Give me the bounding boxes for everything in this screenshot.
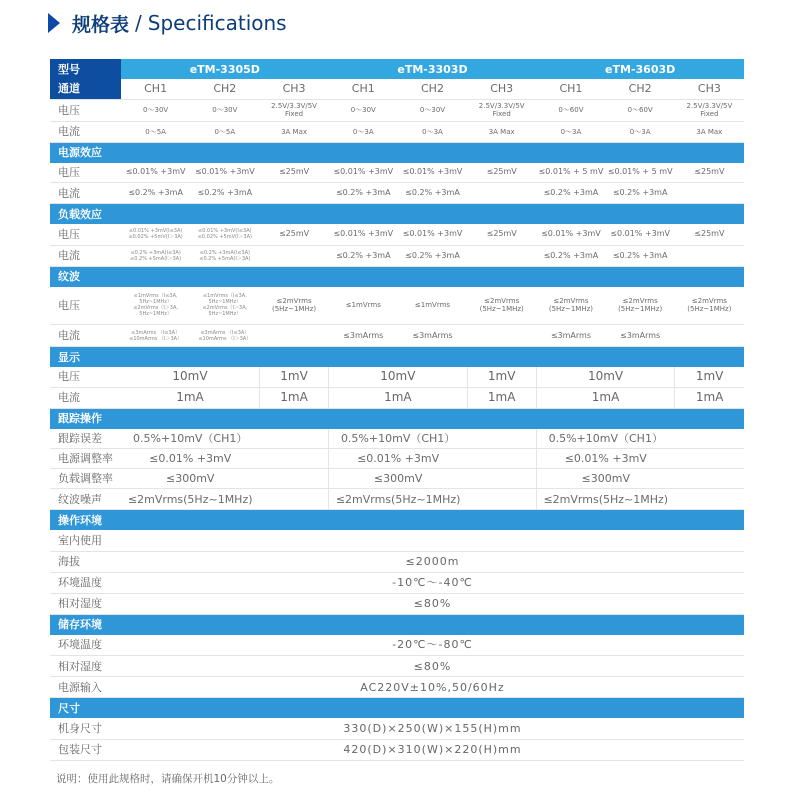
cell-empty xyxy=(259,245,328,266)
cell-value: ≤25mV xyxy=(467,224,536,245)
cell-value: ≤0.01% +3mV xyxy=(536,224,605,245)
page-title xyxy=(48,6,287,40)
title-english: Specifications xyxy=(147,11,287,35)
row-label: 电源调整率 xyxy=(50,449,121,469)
cell-empty xyxy=(259,469,328,489)
cell-empty xyxy=(467,245,536,266)
cell-value: ≤0.01% +3mV xyxy=(398,163,467,183)
storage-row xyxy=(50,656,744,677)
cell-value: ≤25mV xyxy=(467,163,536,183)
size-row xyxy=(50,718,744,739)
cell-value xyxy=(121,224,190,245)
cell-value: ≤2mVrms(5Hz~1MHz) xyxy=(329,489,467,510)
cell-line: ≤0.2% +5mA(I＞3A) xyxy=(130,255,182,262)
cell-value: 10mV xyxy=(329,367,467,387)
cell-line: Fixed xyxy=(284,110,304,118)
cell-value: 1mV xyxy=(467,367,536,387)
cell-value: 10mV xyxy=(536,367,674,387)
row-label: 室内使用 xyxy=(50,530,121,551)
title-separator: / xyxy=(135,11,142,35)
row-label: 电源输入 xyxy=(50,677,121,698)
row-label: 电压 xyxy=(50,99,121,121)
cell-line: 5Hz~1MHz） xyxy=(208,311,242,318)
channel-name: CH3 xyxy=(259,79,328,99)
cell-value: ≤80% xyxy=(121,656,744,677)
cell-value xyxy=(121,245,190,266)
cell-value: 0～30V xyxy=(329,99,398,121)
channel-name: CH2 xyxy=(398,79,467,99)
cell-value: ≤25mV xyxy=(259,224,328,245)
cell-value xyxy=(536,287,605,325)
section-title: 尺寸 xyxy=(50,698,744,719)
cell-line: ≤1mVrms（I≤3A, xyxy=(202,293,247,300)
cell-value: ≤0.01% +3mV xyxy=(329,449,467,469)
cell-empty xyxy=(467,469,536,489)
storage-row xyxy=(50,677,744,698)
cell-value: 0～5A xyxy=(190,121,259,142)
ripple-current-row xyxy=(50,325,744,347)
cell-line: ≤2mVrms（I＞3A, xyxy=(202,305,248,312)
cell-value: ≤1mVrms xyxy=(398,287,467,325)
row-label: 电流 xyxy=(50,183,121,204)
row-label: 电压 xyxy=(50,163,121,183)
cell-value xyxy=(259,287,328,325)
cell-empty xyxy=(675,429,744,449)
cell-value: ≤0.2% +3mA xyxy=(190,183,259,204)
cell-line: ≤2mVrms xyxy=(276,297,312,306)
channel-name: CH2 xyxy=(606,79,675,99)
cell-value: ≤0.01% +3mV xyxy=(329,224,398,245)
section-header xyxy=(50,347,744,368)
cell-value: ≤0.01% +3mV xyxy=(536,449,674,469)
cell-line: ≤2mVrms xyxy=(691,297,727,306)
channel-name: CH3 xyxy=(675,79,744,99)
row-label: 电流 xyxy=(50,121,121,142)
cell-line: ≤3mArms （I≤3A） xyxy=(131,329,181,336)
cell-value: 3A Max xyxy=(259,121,328,142)
cell-line: ≤2mVrms xyxy=(484,297,520,306)
row-label: 电压 xyxy=(50,367,121,387)
row-label: 电流 xyxy=(50,245,121,266)
cell-line: (5Hz~1MHz) xyxy=(618,305,663,314)
ripple-voltage-row xyxy=(50,287,744,325)
cell-line: ≤10mArms （I＞3A） xyxy=(198,335,252,342)
footnote: 说明：使用此规格时，请确保开机10分钟以上。 xyxy=(56,773,280,785)
section-header xyxy=(50,142,744,163)
cell-empty xyxy=(675,489,744,510)
cell-value: 1mA xyxy=(536,387,674,408)
tracking-row xyxy=(50,469,744,489)
model-row xyxy=(50,59,744,79)
cell-value: ≤2mVrms(5Hz~1MHz) xyxy=(536,489,674,510)
channel-label: 通道 xyxy=(50,79,121,99)
cell-line: ≤2mVrms xyxy=(622,297,658,306)
cell-line: ≤3mArms （I≤3A） xyxy=(200,329,250,336)
cell-value xyxy=(606,287,675,325)
cell-line: (5Hz~1MHz) xyxy=(479,305,524,314)
title-chinese: 规格表 xyxy=(72,13,130,36)
cell-value xyxy=(467,99,536,121)
cell-line: (5Hz~1MHz) xyxy=(548,305,593,314)
cell-value: ≤3mArms xyxy=(536,325,605,347)
section-title: 纹波 xyxy=(50,266,744,287)
row-label: 纹波噪声 xyxy=(50,489,121,510)
cell-value: ≤3mArms xyxy=(398,325,467,347)
row-label: 相对湿度 xyxy=(50,656,121,677)
cell-value: ≤300mV xyxy=(121,469,259,489)
cell-value: 0.5%+10mV（CH1） xyxy=(329,429,467,449)
section-header xyxy=(50,614,744,635)
cell-value: ≤25mV xyxy=(675,163,744,183)
section-title: 显示 xyxy=(50,347,744,368)
cell-value: AC220V±10%,50/60Hz xyxy=(121,677,744,698)
cell-line: ≤0.2% +5mA(I＞3A) xyxy=(199,255,251,262)
section-title: 负载效应 xyxy=(50,204,744,225)
cell-value: ≤0.01% +3mV xyxy=(121,163,190,183)
row-label: 电压 xyxy=(50,287,121,325)
row-label: 海拔 xyxy=(50,551,121,572)
cell-value xyxy=(675,287,744,325)
cell-value xyxy=(467,287,536,325)
cell-value xyxy=(675,99,744,121)
cell-value: ≤2mVrms(5Hz~1MHz) xyxy=(121,489,259,510)
load-reg-current-row xyxy=(50,245,744,266)
cell-value xyxy=(190,245,259,266)
section-header xyxy=(50,698,744,719)
cell-empty xyxy=(259,449,328,469)
cell-empty xyxy=(259,183,328,204)
channel-name: CH2 xyxy=(190,79,259,99)
cell-value: ≤0.2% +3mA xyxy=(536,183,605,204)
cell-value: 1mA xyxy=(467,387,536,408)
cell-value xyxy=(190,287,259,325)
cell-value xyxy=(121,287,190,325)
cell-empty xyxy=(467,489,536,510)
cell-empty xyxy=(467,325,536,347)
cell-empty xyxy=(675,245,744,266)
section-header xyxy=(50,204,744,225)
section-header xyxy=(50,510,744,531)
tracking-row xyxy=(50,429,744,449)
cell-empty xyxy=(467,183,536,204)
cell-line: 2.5V/3.3V/5V xyxy=(271,102,317,110)
cell-value: 1mV xyxy=(259,367,328,387)
cell-value: ≤1mVrms xyxy=(329,287,398,325)
cell-line: Fixed xyxy=(492,110,511,118)
cell-value: 330(D)×250(W)×155(H)mm xyxy=(121,718,744,739)
cell-value xyxy=(121,530,744,551)
cell-value: 0～5A xyxy=(121,121,190,142)
cell-value: ≤0.2% +3mA xyxy=(398,183,467,204)
cell-value: 0～60V xyxy=(536,99,605,121)
cell-value: ≤80% xyxy=(121,593,744,614)
cell-empty xyxy=(675,183,744,204)
cell-value: ≤0.01% +3mV xyxy=(121,449,259,469)
cell-value: ≤25mV xyxy=(675,224,744,245)
cell-line: ≤0.01% +3mV(I≤3A) xyxy=(198,228,252,235)
tracking-row xyxy=(50,449,744,469)
cell-line: ≤2mVrms xyxy=(553,297,589,306)
tracking-row xyxy=(50,489,744,510)
display-voltage-row xyxy=(50,367,744,387)
cell-value: ≤0.01% +3mV xyxy=(190,163,259,183)
cell-value: 0～30V xyxy=(121,99,190,121)
cell-value: 0～3A xyxy=(606,121,675,142)
row-label: 机身尺寸 xyxy=(50,718,121,739)
channel-row xyxy=(50,79,744,99)
section-header xyxy=(50,266,744,287)
cell-value: -10℃～-40℃ xyxy=(121,572,744,593)
cell-value: 1mV xyxy=(675,367,744,387)
row-label: 电流 xyxy=(50,387,121,408)
cell-value: 10mV xyxy=(121,367,259,387)
cell-value: ≤0.01% + 5 mV xyxy=(606,163,675,183)
cell-line: 2.5V/3.3V/5V xyxy=(686,102,733,110)
cell-value: 0～30V xyxy=(190,99,259,121)
channel-name: CH3 xyxy=(467,79,536,99)
cell-value: ≤3mArms xyxy=(606,325,675,347)
cell-line: ≤10mArms （I＞3A） xyxy=(129,335,183,342)
section-title: 储存环境 xyxy=(50,614,744,635)
cell-empty xyxy=(467,429,536,449)
cell-line: Fixed xyxy=(700,110,719,118)
cell-value: 0.5%+10mV（CH1） xyxy=(121,429,259,449)
cell-empty xyxy=(675,469,744,489)
cell-value: 0～60V xyxy=(606,99,675,121)
cell-value: ≤0.2% +3mA xyxy=(606,183,675,204)
cell-empty xyxy=(675,325,744,347)
model-label: 型号 xyxy=(50,59,121,79)
cell-value: 420(D)×310(W)×220(H)mm xyxy=(121,739,744,760)
cell-value: -20℃～-80℃ xyxy=(121,635,744,656)
cell-value: ≤3mArms xyxy=(329,325,398,347)
cell-value: 1mA xyxy=(121,387,259,408)
section-title: 操作环境 xyxy=(50,510,744,531)
cell-empty xyxy=(467,449,536,469)
cell-line: (5Hz~1MHz) xyxy=(271,305,317,314)
cell-value: ≤0.2% +3mA xyxy=(329,183,398,204)
model-name: eTM-3303D xyxy=(329,59,537,79)
section-title: 电源效应 xyxy=(50,142,744,163)
cell-value: ≤0.01% +3mV xyxy=(329,163,398,183)
row-label: 负载调整率 xyxy=(50,469,121,489)
cell-value: ≤0.2% +3mA xyxy=(606,245,675,266)
channel-name: CH1 xyxy=(329,79,398,99)
storage-row xyxy=(50,635,744,656)
cell-empty xyxy=(259,489,328,510)
cell-value: 0～30V xyxy=(398,99,467,121)
cell-value: ≤0.2% +3mA xyxy=(398,245,467,266)
cell-line: 2.5V/3.3V/5V xyxy=(478,102,525,110)
channel-name: CH1 xyxy=(536,79,605,99)
row-label: 相对湿度 xyxy=(50,593,121,614)
cell-line: ≤0.2% +3mA(I≤3A) xyxy=(130,249,181,256)
cell-value: 0～3A xyxy=(398,121,467,142)
cell-value: ≤300mV xyxy=(536,469,674,489)
cell-value xyxy=(190,325,259,347)
cell-empty xyxy=(675,449,744,469)
cell-value: ≤2000m xyxy=(121,551,744,572)
section-header xyxy=(50,408,744,429)
cell-value: ≤25mV xyxy=(259,163,328,183)
cell-value: 1mA xyxy=(329,387,467,408)
cell-value: 1mA xyxy=(259,387,328,408)
cell-value: ≤300mV xyxy=(329,469,467,489)
row-label: 包装尺寸 xyxy=(50,739,121,760)
cell-value: ≤0.2% +3mA xyxy=(121,183,190,204)
cell-value: 1mA xyxy=(675,387,744,408)
line-reg-voltage-row xyxy=(50,163,744,183)
cell-value: ≤0.01% +3mV xyxy=(606,224,675,245)
cell-value: ≤0.01% + 5 mV xyxy=(536,163,605,183)
model-name: eTM-3603D xyxy=(536,59,744,79)
operating-row xyxy=(50,572,744,593)
cell-value: ≤0.2% +3mA xyxy=(536,245,605,266)
cell-line: 5Hz~1MHz） xyxy=(208,299,242,306)
cell-line: ≤0.2% +3mA(I≤3A) xyxy=(199,249,250,256)
cell-value: ≤0.01% +3mV xyxy=(398,224,467,245)
cell-line: (5Hz~1MHz) xyxy=(687,305,732,314)
cell-empty xyxy=(259,325,328,347)
cell-value: ≤0.2% +3mA xyxy=(329,245,398,266)
cell-value xyxy=(190,224,259,245)
cell-value: 0～3A xyxy=(329,121,398,142)
cell-value: 0～3A xyxy=(536,121,605,142)
spec-table xyxy=(50,59,744,761)
model-name: eTM-3305D xyxy=(121,59,329,79)
row-label: 跟踪误差 xyxy=(50,429,121,449)
section-title: 跟踪操作 xyxy=(50,408,744,429)
cell-value: 3A Max xyxy=(467,121,536,142)
rated-current-row xyxy=(50,121,744,142)
row-label: 电流 xyxy=(50,325,121,347)
operating-row xyxy=(50,593,744,614)
row-label: 电压 xyxy=(50,224,121,245)
cell-empty xyxy=(259,429,328,449)
row-label: 环境温度 xyxy=(50,635,121,656)
display-current-row xyxy=(50,387,744,408)
cell-line: ≤1mVrms（I≤3A, xyxy=(133,293,178,300)
cell-line: ≤0.02% +5mV(I＞3A) xyxy=(128,234,183,241)
operating-row xyxy=(50,530,744,551)
operating-row xyxy=(50,551,744,572)
cell-line: 5Hz~1MHz） xyxy=(139,299,172,306)
cell-value xyxy=(121,325,190,347)
line-reg-current-row xyxy=(50,183,744,204)
cell-line: ≤0.02% +5mV(I＞3A) xyxy=(197,234,252,241)
row-label: 环境温度 xyxy=(50,572,121,593)
cell-line: 5Hz~1MHz） xyxy=(139,311,172,318)
channel-name: CH1 xyxy=(121,79,190,99)
load-reg-voltage-row xyxy=(50,224,744,245)
rated-voltage-row xyxy=(50,99,744,121)
cell-value: 0.5%+10mV（CH1） xyxy=(536,429,674,449)
cell-line: ≤0.01% +3mV(I≤3A) xyxy=(128,228,183,235)
cell-line: ≤2mVrms（I＞3A, xyxy=(133,305,178,312)
arrow-right-icon xyxy=(48,13,60,33)
cell-value: 3A Max xyxy=(675,121,744,142)
cell-value xyxy=(259,99,328,121)
size-row xyxy=(50,739,744,760)
